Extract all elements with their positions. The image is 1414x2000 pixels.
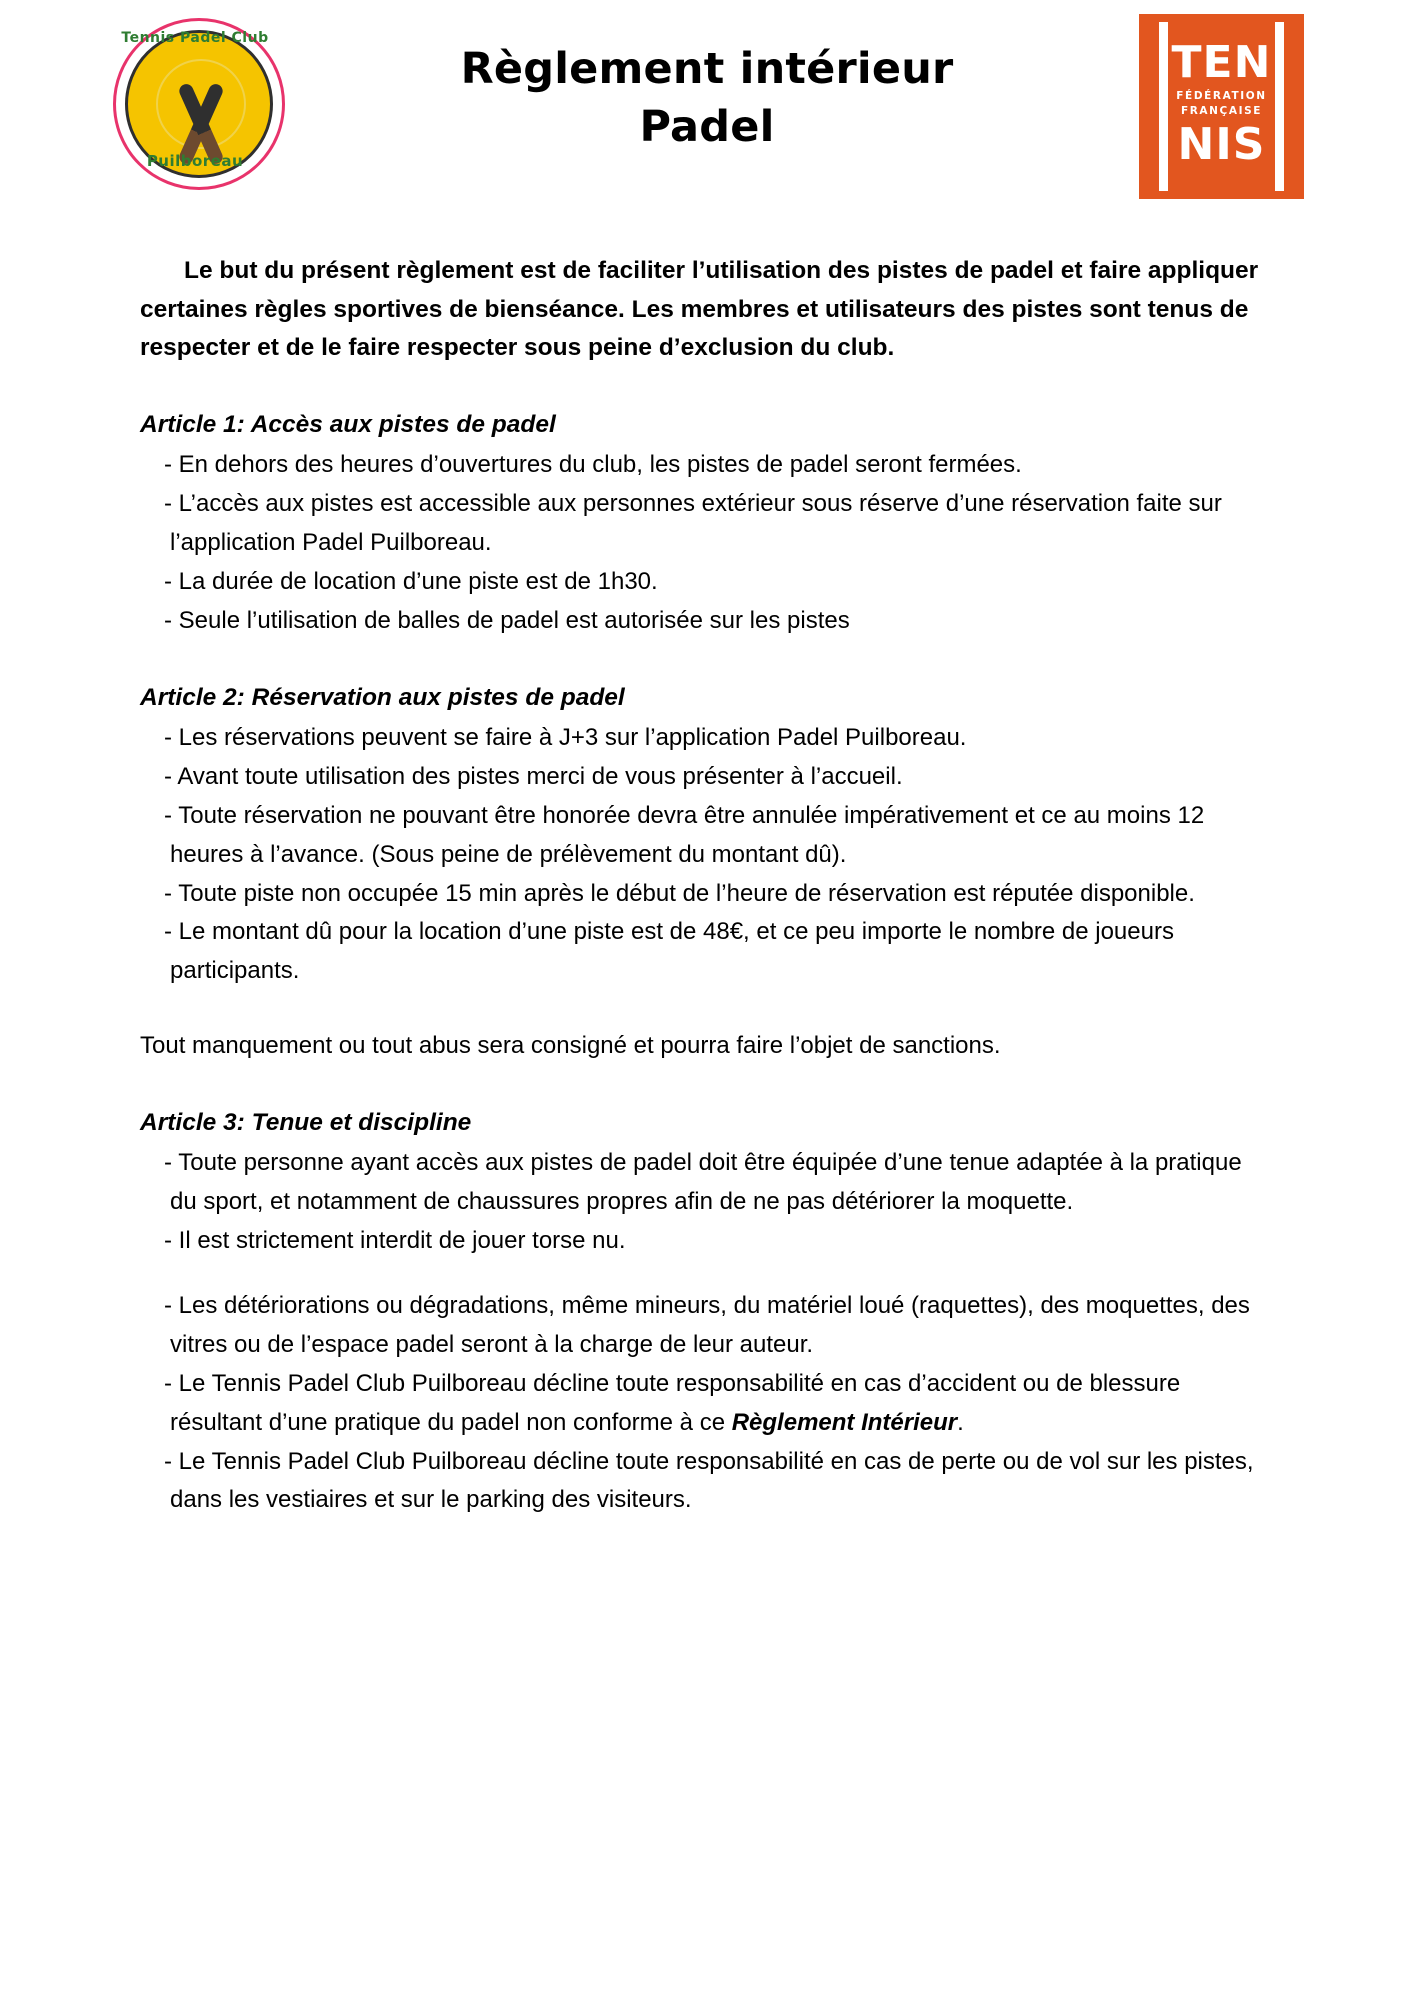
list-item: - En dehors des heures d’ouvertures du club, les pistes de padel seront fermées. [164,451,1022,479]
fft-logo-line1: TEN [1171,37,1272,88]
list-item: - Avant toute utilisation des pistes merci de vous présenter à l’accueil. [164,762,903,790]
article-section-1 [140,408,1274,641]
liability-text-prefix: - Le Tennis Padel Club Puilboreau décline toute responsabilité en cas d’accident ou de blessure résultant d’une pratique du padel non conforme à ce [164,1369,1181,1436]
page-title [461,40,954,156]
article-2-list [140,719,1274,991]
article-section-2 [140,681,1274,991]
fft-logo-line2: FÉDÉRATION [1176,90,1267,102]
page-title-line1: Règlement intérieur [460,44,954,94]
list-item-liability [140,1365,1274,1443]
list-item: - Seule l’utilisation de balles de padel est autorisée sur les pistes [164,606,850,634]
list-item: - Les réservations peuvent se faire à J+3 sur l’application Padel Puilboreau. [164,724,967,752]
list-item: - Le montant dû pour la location d’une piste est de 48€, et ce peu importe le nombre de joueurs participants. [164,918,1174,985]
list-item: - Le Tennis Padel Club Puilboreau décline toute responsabilité en cas de perte ou de vol sur les pistes, dans les vestiaires et sur le parking des visiteurs. [164,1447,1254,1514]
logo-club-name: Tennis Padel Club [121,30,269,46]
article-1-title: Article 1: Accès aux pistes de padel [140,411,556,439]
fft-logo-line4: NIS [1177,119,1266,170]
liability-text-suffix: . [957,1408,964,1436]
fft-logo [1139,14,1304,199]
liability-reference-emphasis: Règlement Intérieur [731,1408,958,1436]
list-spacer [140,1261,1274,1287]
page-title-line2: Padel [639,102,775,153]
intro-paragraph: Le but du présent règlement est de faciliter l’utilisation des pistes de padel et faire appliquer certaines règles sportives de bienséance. Les membres et utilisateurs des pistes sont tenus de respecter et de le faire respecter sous peine d’exclusion du club. [140,257,1259,362]
article-3-list-group2 [140,1287,1274,1520]
closing-paragraph: Tout manquement ou tout abus sera consigné et pourra faire l’objet de sanctions. [140,1032,1001,1060]
logo-city-name: Puilboreau [146,152,244,170]
article-3-title: Article 3: Tenue et discipline [140,1109,472,1137]
list-item: - L’accès aux pistes est accessible aux personnes extérieur sous réserve d’une réservation faite sur l’application Padel Puilboreau. [164,490,1222,557]
fft-logo-line3: FRANÇAISE [1180,105,1263,117]
article-section-3 [140,1106,1274,1520]
list-item: - La durée de location d’une piste est de 1h30. [164,568,658,596]
fft-logo-text [1139,37,1304,170]
article-2-title: Article 2: Réservation aux pistes de padel [140,683,625,711]
tennis-padel-club-logo [95,12,295,197]
list-item: - Les détériorations ou dégradations, même mineurs, du matériel loué (raquettes), des moquettes, des vitres ou de l’espace padel seront à la charge de leur auteur. [164,1292,1250,1358]
list-item: - Toute réservation ne pouvant être honorée devra être annulée impérativement et ce au moins 12 heures à l’avance. (Sous peine de prélèvement du montant dû). [164,801,1205,868]
document-header [121,0,1274,230]
article-3-list-group1 [140,1144,1274,1261]
list-item: - Toute piste non occupée 15 min après le début de l’heure de réservation est réputée disponible. [164,879,1195,907]
article-1-list [140,446,1274,640]
list-item: - Il est strictement interdit de jouer torse nu. [164,1227,626,1255]
list-item: - Toute personne ayant accès aux pistes de padel doit être équipée d’une tenue adaptée à la pratique du sport, et notamment de chaussures propres afin de ne pas détériorer la moquette. [164,1149,1242,1216]
